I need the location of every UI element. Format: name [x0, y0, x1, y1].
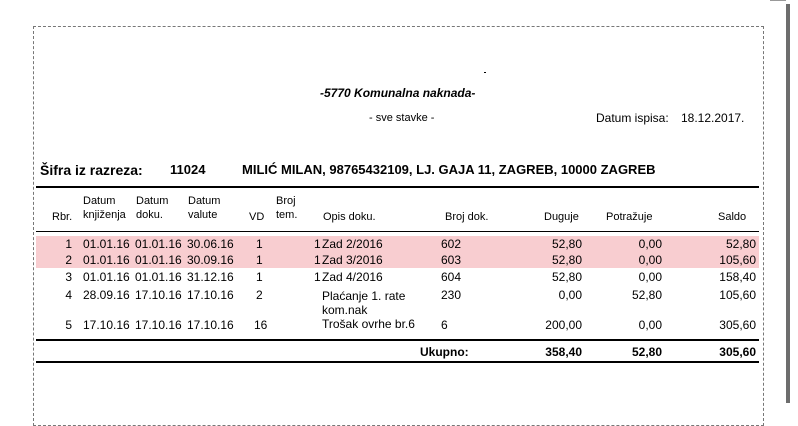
cell-tem: 1 — [314, 253, 321, 267]
window-corner — [770, 0, 786, 9]
cell-datum-val: 30.09.16 — [187, 253, 234, 267]
cell-duguje: 52,80 — [551, 237, 582, 251]
cell-broj-dok: 602 — [441, 237, 462, 251]
header-top-rule — [36, 186, 759, 188]
cell-broj-dok: 604 — [441, 270, 462, 284]
cell-rbr: 5 — [65, 318, 72, 332]
cell-opis: Zad 2/2016 — [322, 237, 383, 251]
cell-datum-knj: 01.01.16 — [83, 270, 130, 284]
cell-opis: Trošak ovrhe br.6 — [322, 317, 415, 331]
header-saldo: Saldo — [718, 211, 747, 223]
cell-vd: 1 — [256, 237, 263, 251]
cell-datum-knj: 01.01.16 — [83, 253, 130, 267]
cell-datum-val: 30.06.16 — [187, 237, 234, 251]
header-opis: Opis doku. — [323, 211, 376, 223]
cell-datum-knj: 28.09.16 — [83, 288, 130, 302]
cell-opis: Zad 3/2016 — [322, 253, 383, 267]
cell-datum-val: 31.12.16 — [187, 270, 234, 284]
cell-duguje: 52,80 — [551, 253, 582, 267]
cell-potrazuje: 0,00 — [638, 253, 662, 267]
cell-vd: 16 — [254, 318, 268, 332]
header-bottom-rule — [36, 231, 759, 232]
cell-tem: 1 — [314, 270, 321, 284]
cell-rbr: 1 — [65, 237, 72, 251]
cell-potrazuje: 52,80 — [631, 288, 662, 302]
cell-duguje: 52,80 — [551, 270, 582, 284]
totals-potrazuje: 52,80 — [631, 345, 662, 359]
cell-datum-knj: 17.10.16 — [83, 318, 130, 332]
cell-duguje: 200,00 — [545, 318, 582, 332]
cell-rbr: 3 — [65, 270, 72, 284]
totals-top-rule — [36, 339, 759, 341]
header-datum-knjizenja-1: Datum — [83, 195, 116, 207]
cell-datum-val: 17.10.16 — [187, 318, 234, 332]
sifra-value: 11024 — [170, 162, 206, 177]
cell-broj-dok: 230 — [441, 288, 462, 302]
header-vd: VD — [249, 211, 265, 223]
totals-saldo: 305,60 — [719, 345, 756, 359]
partner-info: MILIĆ MILAN, 98765432109, LJ. GAJA 11, ZAGREB, 10000 ZAGREB — [242, 162, 656, 177]
print-date-value: 18.12.2017. — [681, 111, 745, 125]
window-shadow — [786, 4, 790, 403]
header-duguje: Duguje — [544, 211, 579, 223]
sifra-label: Šifra iz razreza: — [40, 162, 143, 178]
cell-opis-line2: kom.nak — [322, 303, 368, 317]
cell-vd: 2 — [256, 288, 263, 302]
report-subtitle: - sve stavke - — [369, 112, 435, 124]
cell-datum-dok: 01.01.16 — [135, 270, 182, 284]
cell-saldo: 305,60 — [719, 318, 756, 332]
cell-rbr: 4 — [65, 288, 72, 302]
cell-datum-dok: 17.10.16 — [135, 318, 182, 332]
decorative-dot — [484, 72, 486, 73]
cell-broj-dok: 6 — [441, 318, 448, 332]
cell-datum-knj: 01.01.16 — [83, 237, 130, 251]
header-potrazuje: Potražuje — [606, 211, 653, 223]
header-datum-valute-1: Datum — [188, 195, 221, 207]
header-broj-dok: Broj dok. — [445, 211, 489, 223]
header-broj-tem-2: tem. — [276, 209, 298, 221]
cell-tem: 1 — [314, 237, 321, 251]
header-datum-doku-2: doku. — [136, 209, 163, 221]
cell-datum-val: 17.10.16 — [187, 288, 234, 302]
cell-datum-dok: 01.01.16 — [135, 237, 182, 251]
totals-duguje: 358,40 — [545, 345, 582, 359]
header-datum-knjizenja-2: knjiženja — [83, 209, 126, 221]
cell-potrazuje: 0,00 — [638, 270, 662, 284]
cell-opis: Zad 4/2016 — [322, 270, 383, 284]
cell-broj-dok: 603 — [441, 253, 462, 267]
cell-rbr: 2 — [65, 253, 72, 267]
header-datum-doku-1: Datum — [136, 195, 169, 207]
cell-saldo: 52,80 — [725, 237, 756, 251]
cell-vd: 1 — [256, 270, 263, 284]
header-broj-tem-1: Broj — [276, 195, 296, 207]
cell-saldo: 105,60 — [719, 253, 756, 267]
cell-potrazuje: 0,00 — [638, 318, 662, 332]
report-title: -5770 Komunalna naknada- — [320, 86, 476, 100]
header-datum-valute-2: valute — [188, 209, 218, 221]
cell-duguje: 0,00 — [558, 288, 582, 302]
totals-bottom-rule — [36, 361, 759, 363]
cell-vd: 1 — [256, 253, 263, 267]
cell-datum-dok: 17.10.16 — [135, 288, 182, 302]
header-rbr: Rbr. — [52, 211, 73, 223]
cell-saldo: 105,60 — [719, 288, 756, 302]
totals-label: Ukupno: — [420, 345, 469, 359]
cell-saldo: 158,40 — [719, 270, 756, 284]
cell-opis: Plaćanje 1. rate — [322, 289, 406, 303]
print-date-label: Datum ispisa: — [596, 111, 669, 125]
cell-potrazuje: 0,00 — [638, 237, 662, 251]
cell-datum-dok: 01.01.16 — [135, 253, 182, 267]
